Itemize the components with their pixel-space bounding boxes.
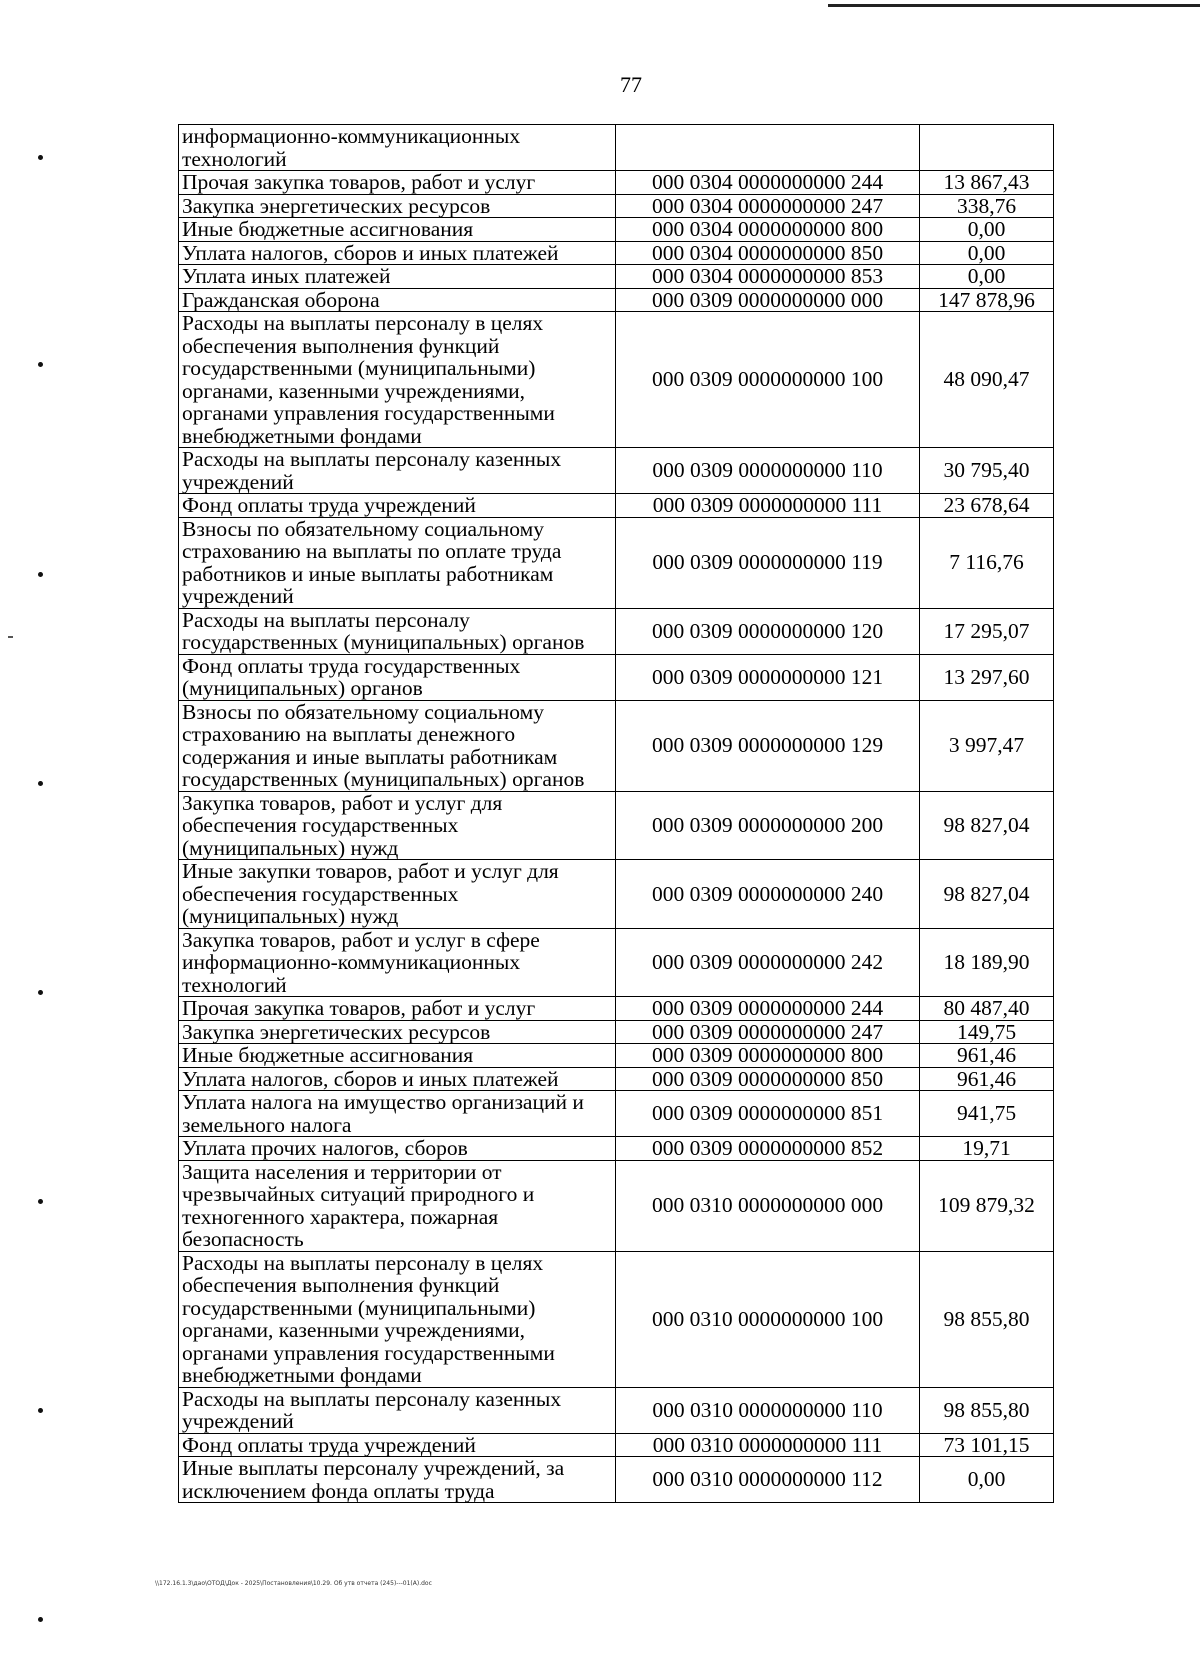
row-amount: 0,00 [920,218,1054,242]
row-amount: 30 795,40 [920,448,1054,494]
row-code: 000 0309 0000000000 120 [616,608,920,654]
row-code: 000 0309 0000000000 800 [616,1044,920,1068]
row-name: Иные выплаты персоналу учреждений, за исключением фонда оплаты труда [179,1457,616,1503]
row-code: 000 0310 0000000000 110 [616,1387,920,1433]
row-amount: 48 090,47 [920,312,1054,448]
row-name: Закупка энергетических ресурсов [179,194,616,218]
margin-dot [38,781,43,786]
row-amount: 98 827,04 [920,791,1054,860]
table-row [179,125,1054,171]
row-amount: 7 116,76 [920,517,1054,608]
row-amount: 13 297,60 [920,654,1054,700]
row-name: Иные закупки товаров, работ и услуг для обеспечения государственных (муниципальных) нужд [179,860,616,929]
row-name: Расходы на выплаты персоналу государственных (муниципальных) органов [179,608,616,654]
row-name: Уплата налогов, сборов и иных платежей [179,1067,616,1091]
table-row [179,1137,1054,1161]
row-code: 000 0309 0000000000 850 [616,1067,920,1091]
margin-dot [38,572,43,577]
table-row [179,1160,1054,1251]
row-amount: 80 487,40 [920,997,1054,1021]
table-row [179,1251,1054,1387]
row-amount: 338,76 [920,194,1054,218]
row-name: Прочая закупка товаров, работ и услуг [179,997,616,1021]
table-row [179,517,1054,608]
row-amount: 3 997,47 [920,700,1054,791]
margin-dot [38,1199,43,1204]
row-amount: 19,71 [920,1137,1054,1161]
table-row [179,928,1054,997]
row-amount: 18 189,90 [920,928,1054,997]
margin-dot [38,1617,43,1622]
row-code: 000 0310 0000000000 000 [616,1160,920,1251]
table-row [179,494,1054,518]
row-code: 000 0309 0000000000 121 [616,654,920,700]
row-name: Фонд оплаты труда учреждений [179,494,616,518]
row-name: Иные бюджетные ассигнования [179,1044,616,1068]
row-amount [920,125,1054,171]
row-name: Расходы на выплаты персоналу казенных учреждений [179,1387,616,1433]
row-amount: 17 295,07 [920,608,1054,654]
top-rule [828,4,1200,7]
row-amount: 109 879,32 [920,1160,1054,1251]
row-code: 000 0309 0000000000 119 [616,517,920,608]
row-amount: 961,46 [920,1044,1054,1068]
margin-dot [38,155,43,160]
row-amount: 98 855,80 [920,1387,1054,1433]
row-name: информационно-коммуникационных технологий [179,125,616,171]
table-row [179,654,1054,700]
margin-mark [8,636,13,638]
table-row [179,860,1054,929]
row-code [616,125,920,171]
row-amount: 13 867,43 [920,171,1054,195]
table-row [179,265,1054,289]
row-code: 000 0309 0000000000 100 [616,312,920,448]
table-row [179,1044,1054,1068]
row-name: Уплата налогов, сборов и иных платежей [179,241,616,265]
row-code: 000 0310 0000000000 111 [616,1433,920,1457]
margin-dot [38,1408,43,1413]
table-row [179,1457,1054,1503]
row-name: Закупка энергетических ресурсов [179,1020,616,1044]
table-row [179,1020,1054,1044]
row-name: Гражданская оборона [179,288,616,312]
table-row [179,448,1054,494]
row-amount: 149,75 [920,1020,1054,1044]
row-code: 000 0304 0000000000 853 [616,265,920,289]
margin-dot [38,990,43,995]
row-code: 000 0309 0000000000 242 [616,928,920,997]
table-row [179,194,1054,218]
row-code: 000 0309 0000000000 852 [616,1137,920,1161]
row-name: Уплата налога на имущество организаций и земельного налога [179,1091,616,1137]
margin-dot [38,362,43,367]
row-amount: 0,00 [920,241,1054,265]
table-row [179,241,1054,265]
row-name: Закупка товаров, работ и услуг в сфере информационно-коммуникационных технологий [179,928,616,997]
page-number: 77 [620,72,642,97]
table-row [179,1387,1054,1433]
row-name: Уплата прочих налогов, сборов [179,1137,616,1161]
table-row [179,791,1054,860]
table-row [179,1067,1054,1091]
row-name: Уплата иных платежей [179,265,616,289]
row-code: 000 0309 0000000000 129 [616,700,920,791]
row-amount: 0,00 [920,1457,1054,1503]
row-amount: 147 878,96 [920,288,1054,312]
table-row [179,1433,1054,1457]
row-code: 000 0304 0000000000 850 [616,241,920,265]
row-code: 000 0309 0000000000 200 [616,791,920,860]
row-code: 000 0304 0000000000 244 [616,171,920,195]
row-name: Закупка товаров, работ и услуг для обеспечения государственных (муниципальных) нужд [179,791,616,860]
table-row [179,700,1054,791]
budget-table [178,124,1054,1503]
row-amount: 23 678,64 [920,494,1054,518]
footer-file-path: \\172.16.1.3\дао\ОТОД\Док - 2025\Постановления\10.29. Об утв отчета (245)---01(А).doc [155,1580,432,1587]
row-amount: 98 827,04 [920,860,1054,929]
row-name: Защита населения и территории от чрезвычайных ситуаций природного и техногенного характера, пожарная безопасность [179,1160,616,1251]
row-code: 000 0310 0000000000 100 [616,1251,920,1387]
row-code: 000 0309 0000000000 111 [616,494,920,518]
row-code: 000 0309 0000000000 110 [616,448,920,494]
row-name: Фонд оплаты труда государственных (муниципальных) органов [179,654,616,700]
table-row [179,312,1054,448]
row-code: 000 0309 0000000000 240 [616,860,920,929]
row-name: Расходы на выплаты персоналу в целях обеспечения выполнения функций государственными (муниципальными) органами, казенными учреждениями, органами управления государственными внебюджетными фондами [179,312,616,448]
row-code: 000 0309 0000000000 851 [616,1091,920,1137]
table-body [179,125,1054,1503]
row-code: 000 0304 0000000000 247 [616,194,920,218]
row-amount: 73 101,15 [920,1433,1054,1457]
table-row [179,608,1054,654]
row-code: 000 0309 0000000000 000 [616,288,920,312]
row-name: Расходы на выплаты персоналу в целях обеспечения выполнения функций государственными (муниципальными) органами, казенными учреждениями, органами управления государственными внебюджетными фондами [179,1251,616,1387]
row-name: Фонд оплаты труда учреждений [179,1433,616,1457]
table-row [179,1091,1054,1137]
row-amount: 941,75 [920,1091,1054,1137]
row-amount: 961,46 [920,1067,1054,1091]
row-code: 000 0310 0000000000 112 [616,1457,920,1503]
row-code: 000 0309 0000000000 247 [616,1020,920,1044]
row-name: Расходы на выплаты персоналу казенных учреждений [179,448,616,494]
row-name: Прочая закупка товаров, работ и услуг [179,171,616,195]
row-code: 000 0309 0000000000 244 [616,997,920,1021]
row-amount: 0,00 [920,265,1054,289]
row-name: Иные бюджетные ассигнования [179,218,616,242]
row-amount: 98 855,80 [920,1251,1054,1387]
row-name: Взносы по обязательному социальному страхованию на выплаты по оплате труда работников и иные выплаты работникам учреждений [179,517,616,608]
table-row [179,171,1054,195]
table-row [179,218,1054,242]
table-row [179,997,1054,1021]
row-name: Взносы по обязательному социальному страхованию на выплаты денежного содержания и иные выплаты работникам государственных (муниципальных) органов [179,700,616,791]
table-row [179,288,1054,312]
row-code: 000 0304 0000000000 800 [616,218,920,242]
